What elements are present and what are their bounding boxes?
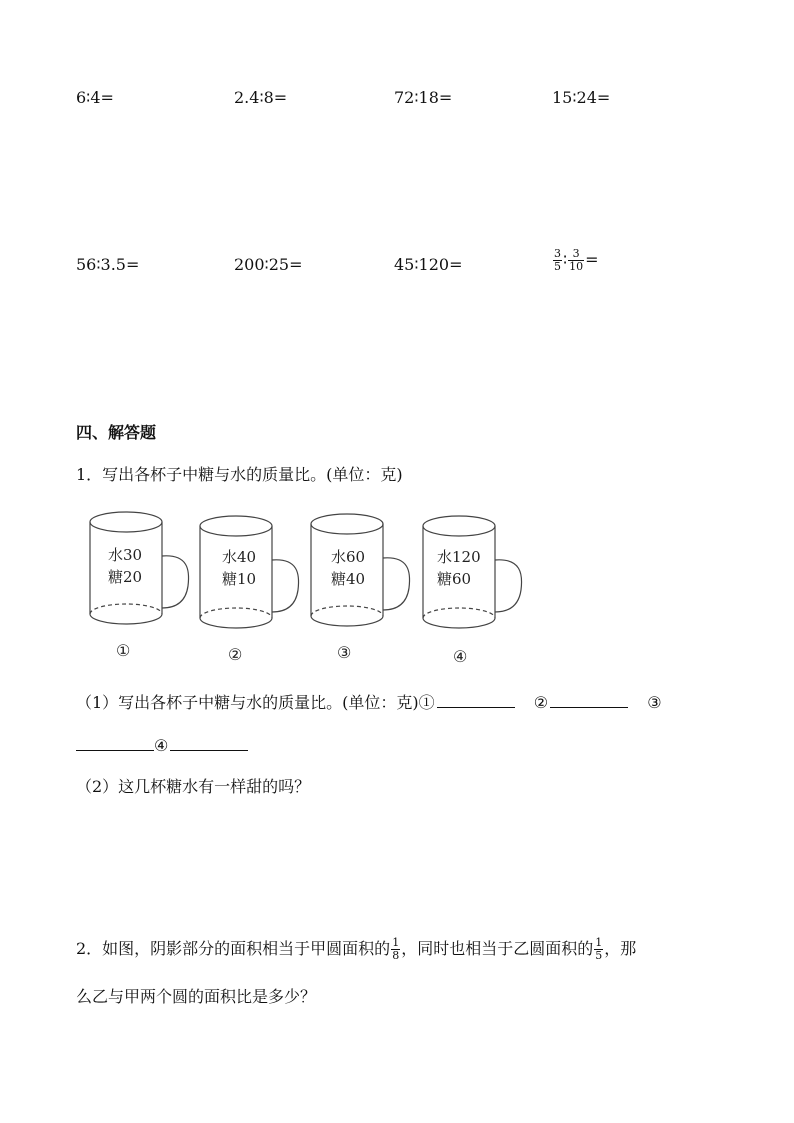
cups-figure [84, 508, 534, 672]
fraction-one-fifth-den: 5 [595, 949, 603, 962]
question-2-line2: 么乙与甲两个圆的面积比是多少？ [76, 987, 317, 1006]
question-2-part3: ，那 [604, 939, 637, 958]
cup-4-label: ④ [453, 647, 468, 666]
fraction-b-den: 10 [569, 260, 584, 273]
sub-question-2: （2）这几杯糖水有一样甜的吗？ [76, 777, 311, 796]
sub-question-1 [76, 690, 662, 713]
fraction-one-eighth-num: 1 [392, 936, 400, 949]
answer-blank-2[interactable] [550, 693, 628, 708]
fraction-one-eighth-den: 8 [392, 949, 400, 962]
cup-3 [311, 514, 410, 662]
section-title: 四、解答题 [76, 423, 157, 442]
fraction-one-fifth-num: 1 [595, 936, 603, 949]
fraction-a [553, 248, 562, 273]
ratio-expr-4: 15∶24= [552, 88, 611, 107]
equals-sign: = [585, 250, 599, 269]
fraction-one-fifth [594, 937, 603, 962]
cup-1-sugar: 糖20 [108, 568, 143, 586]
ratio-expr-6: 200∶25= [234, 255, 303, 274]
cup-3-sugar: 糖40 [331, 570, 366, 588]
question-1-text: 1．写出各杯子中糖与水的质量比。(单位：克) [76, 465, 403, 484]
cup-3-label: ③ [337, 643, 352, 662]
ratio-expr-8 [552, 248, 599, 273]
ratio-sep: ∶ [563, 250, 568, 269]
fraction-b-num: 3 [568, 248, 584, 261]
fraction-a-den: 5 [554, 260, 561, 273]
fraction-b [568, 248, 584, 273]
cup-2-water: 水40 [222, 548, 257, 566]
answer-blank-4[interactable] [170, 736, 248, 751]
cup-1 [90, 512, 189, 660]
marker-3: ③ [647, 693, 662, 712]
sub-question-1-cont [76, 736, 248, 755]
cup-2-label: ② [228, 645, 243, 664]
question-2-part2: ，同时也相当于乙圆面积的 [401, 939, 594, 958]
cup-4-sugar: 糖60 [437, 570, 472, 588]
cup-2-sugar: 糖10 [222, 570, 257, 588]
question-2-part1: 2．如图，阴影部分的面积相当于甲圆面积的 [76, 939, 391, 958]
ratio-expr-5: 56∶3.5= [76, 255, 140, 274]
ratio-expr-2: 2.4∶8= [234, 88, 288, 107]
ratio-expr-3: 72∶18= [394, 88, 453, 107]
cup-2 [200, 516, 299, 664]
answer-blank-3[interactable] [76, 736, 154, 751]
cup-3-water: 水60 [331, 548, 366, 566]
question-2-line1 [76, 936, 636, 962]
fraction-one-eighth [391, 937, 400, 962]
answer-blank-1[interactable] [437, 693, 515, 708]
ratio-expr-1: 6∶4= [76, 88, 114, 107]
cup-1-label: ① [116, 641, 131, 660]
cup-4 [423, 516, 522, 666]
ratio-expr-7: 45∶120= [394, 255, 463, 274]
fraction-a-num: 3 [554, 247, 561, 260]
marker-1: ① [418, 693, 435, 712]
cup-4-water: 水120 [437, 548, 481, 566]
sub-question-1-text: （1）写出各杯子中糖与水的质量比。(单位：克) [76, 693, 419, 712]
marker-2: ② [533, 693, 549, 712]
marker-4: ④ [154, 736, 169, 755]
cup-1-water: 水30 [108, 546, 143, 564]
